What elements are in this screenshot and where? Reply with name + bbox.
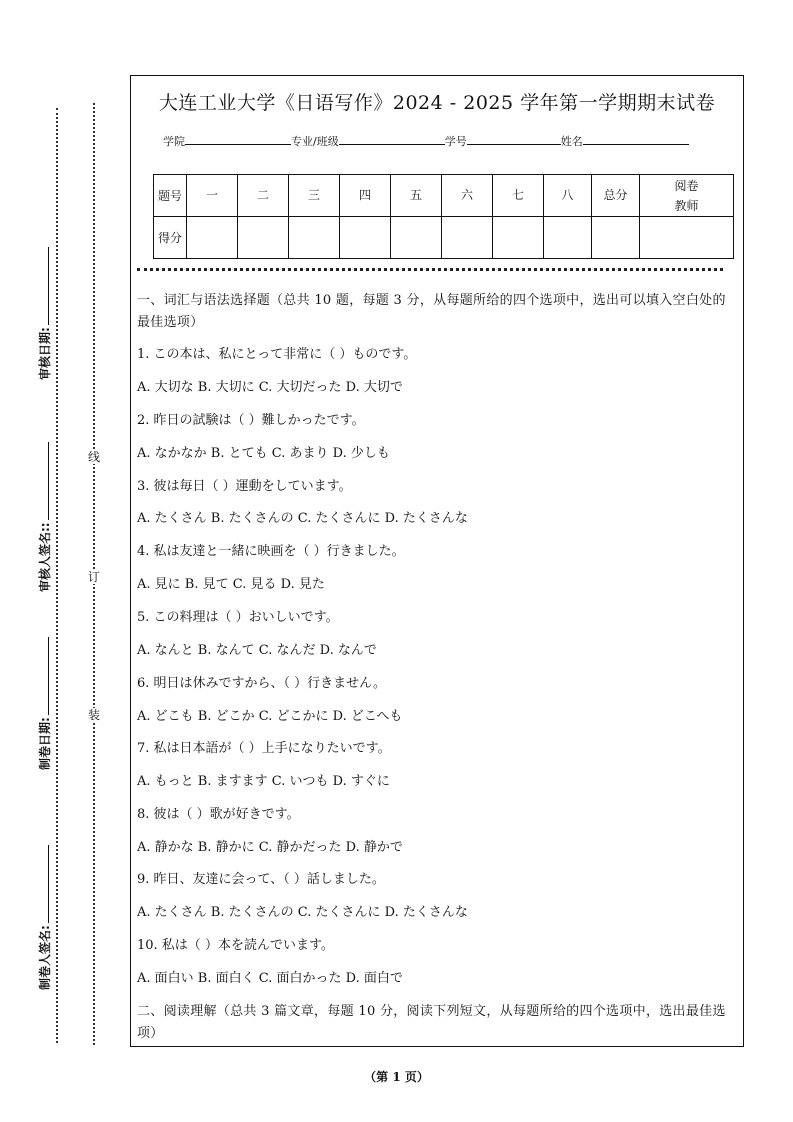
maker-sign-label: 制卷人签名: <box>38 925 52 990</box>
score-header-cell: 八 <box>544 175 592 217</box>
score-header-cell: 阅卷教师 <box>640 175 734 217</box>
college-label: 学院 <box>163 135 185 148</box>
section2-heading: 二、阅读理解（总共 3 篇文章，每题 10 分，阅读下列短文，从每题所给的四个选项中，选出最佳选项） <box>137 1004 726 1041</box>
question-9: 9. 昨日、友達に会って、（ ）話しました。 <box>137 872 385 887</box>
score-cell[interactable] <box>289 217 340 259</box>
exam-frame <box>130 75 744 1047</box>
options-7: A. もっと B. ますます C. いつも D. すぐに <box>137 774 390 789</box>
exam-title: 大连工业大学《日语写作》2024 - 2025 学年第一学期期末试卷 <box>158 92 716 114</box>
student-info-row <box>163 133 689 149</box>
score-cell[interactable] <box>340 217 391 259</box>
score-cell[interactable] <box>238 217 289 259</box>
score-cell[interactable] <box>544 217 592 259</box>
score-table-score-row <box>154 217 734 259</box>
student-id-label: 学号 <box>444 135 467 148</box>
score-cell[interactable] <box>391 217 442 259</box>
score-cell[interactable] <box>592 217 640 259</box>
college-input[interactable] <box>185 144 291 145</box>
options-6: A. どこも B. どこか C. どこかに D. どこへも <box>137 709 403 724</box>
score-header-cell: 二 <box>238 175 289 217</box>
options-8: A. 静かな B. 静かに C. 静かだった D. 静かで <box>137 840 403 855</box>
score-table <box>153 174 734 259</box>
options-10: A. 面白い B. 面白く C. 面白かった D. 面白で <box>137 971 403 986</box>
student-id-input[interactable] <box>467 144 561 145</box>
score-header-cell: 题号 <box>154 175 187 217</box>
score-header-cell: 总分 <box>592 175 640 217</box>
options-3: A. たくさん B. たくさんの C. たくさんに D. たくさんな <box>137 511 468 526</box>
score-header-cell: 一 <box>187 175 238 217</box>
bind-char-staple: 订 <box>88 570 101 584</box>
question-7: 7. 私は日本語が（ ）上手になりたいです。 <box>137 741 391 756</box>
question-1: 1. この本は、私にとって非常に（ ）ものです。 <box>137 347 417 362</box>
score-cell[interactable] <box>442 217 493 259</box>
options-1: A. 大切な B. 大切に C. 大切だった D. 大切で <box>137 380 403 395</box>
options-5: A. なんと B. なんて C. なんだ D. なんで <box>137 643 377 658</box>
name-label: 姓名 <box>560 135 583 148</box>
score-header-cell: 六 <box>442 175 493 217</box>
score-cell[interactable] <box>640 217 734 259</box>
outer-dotted-line <box>56 108 58 1043</box>
score-header-cell: 五 <box>391 175 442 217</box>
major-class-input[interactable] <box>339 144 445 145</box>
maker-date-label: 制卷日期: <box>38 717 52 770</box>
question-5: 5. この料理は（ ）おいしいです。 <box>137 610 339 625</box>
question-10: 10. 私は（ ）本を読んでいます。 <box>137 938 334 953</box>
major-class-label: 专业/班级 <box>291 135 339 148</box>
question-6: 6. 明日は休みですから、（ ）行きません。 <box>137 676 386 691</box>
score-cell[interactable] <box>187 217 238 259</box>
options-2: A. なかなか B. とても C. あまり D. 少しも <box>137 446 390 461</box>
reviewer-sign-label: 审核人签名:: <box>38 522 52 592</box>
question-8: 8. 彼は（ ）歌が好きです。 <box>137 807 300 822</box>
name-input[interactable] <box>583 144 689 145</box>
question-4: 4. 私は友達と一緒に映画を（ ）行きました。 <box>137 544 405 559</box>
options-4: A. 見に B. 見て C. 見る D. 見た <box>137 577 325 592</box>
score-header-cell: 四 <box>340 175 391 217</box>
score-row-label: 得分 <box>154 217 187 259</box>
bind-char-line: 线 <box>88 450 101 464</box>
section1-heading: 一、词汇与语法选择题（总共 10 题，每题 3 分，从每题所给的四个选项中，选出可以填入空白处的最佳选项） <box>137 293 726 330</box>
bind-char-bind: 装 <box>88 708 101 722</box>
question-2: 2. 昨日の試験は（ ）難しかったです。 <box>137 413 365 428</box>
question-3: 3. 彼は毎日（ ）運動をしています。 <box>137 479 352 494</box>
page-number: （第 1 页） <box>364 1070 429 1084</box>
score-table-header-row <box>154 175 734 217</box>
score-cell[interactable] <box>493 217 544 259</box>
header-separator <box>137 268 723 271</box>
review-date-label: 审核日期: <box>38 327 52 380</box>
options-9: A. たくさん B. たくさんの C. たくさんに D. たくさんな <box>137 905 468 920</box>
score-header-cell: 七 <box>493 175 544 217</box>
score-header-cell: 三 <box>289 175 340 217</box>
